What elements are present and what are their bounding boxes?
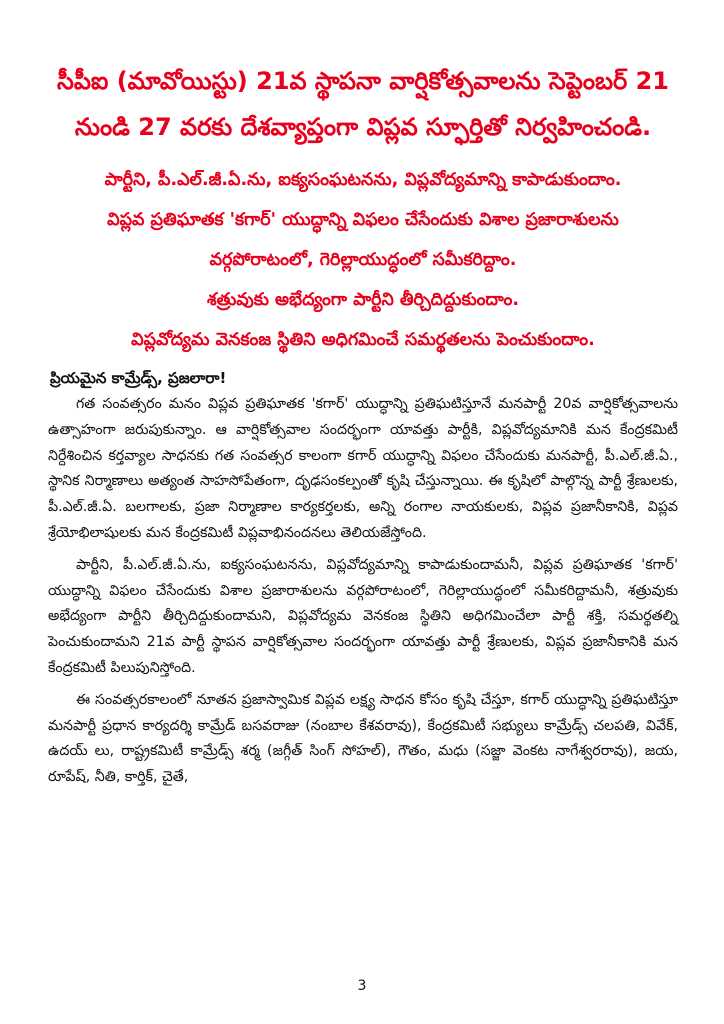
body-paragraph: ఈ సంవత్సరకాలంలో నూతన ప్రజాస్వామిక విప్లవ లక్ష్య సాధన కోసం కృషి చేస్తూ, కగార్ యుద్ధాన్ని ప్రతిఘటిస్తూ మనపార్టీ ప్రధాన కార్యదర్శి కామ్రేడ్ బసవరాజు (నంబాల కేశవరావు), కేంద్రకమిటీ సభ్యులు కామ్రేడ్స్ చలపతి, వివేక్, ఉదయ్ లు, రాష్ట్రకమిటీ కామ్రేడ్స్ శర్మ (జగ్గీత్ సింగ్ సోహల్), గౌతం, మధు (సజ్జా వెంకట నాగేశ్వరరావు), జయ, రూపేష్, నీతి, కార్తిక్, చైతే, [48, 691, 678, 786]
slogan: విప్లవోద్యమ వెనకంజ స్థితిని అధిగమించే సమర్థతలను పెంచుకుందాం. [131, 330, 595, 350]
page-number: 3 [357, 978, 367, 994]
body-paragraph: గత సంవత్సరం మనం విప్లవ ప్రతిఘాతక 'కగార్' యుద్ధాన్ని ప్రతిఘటిస్తూనే మనపార్టీ 20వ వార్షికోత్సవాలను ఉత్సాహంగా జరుపుకున్నాం. ఆ వార్షికోత్సవాల సందర్భంగా యావత్తు పార్టీకి, విప్లవోద్యమానికి మన కేంద్రకమిటీ నిర్దేశించిన కర్తవ్యాల సాధనకు గత సంవత్సర కాలంగా కగార్ యుద్ధాన్ని విఫలం చేసేందుకు మనపార్టీ, పీ.ఎల్.జీ.ఏ., స్థానిక నిర్మాణాలు అత్యంత సాహసోపేతంగా, దృఢసంకల్పంతో కృషి చేస్తున్నాయి. ఈ కృషిలో పాల్గొన్న పార్టీ శ్రేణులకు, పీ.ఎల్.జీ.ఏ. బలగాలకు, ప్రజా నిర్మాణాల కార్యకర్తలకు, అన్ని రంగాల నాయకులకు, విప్లవ ప్రజానీకానికి, విప్లవ శ్రేయోభిలాషులకు మన కేంద్రకమిటీ విప్లవాభినందనలు తెలియజేస్తోంది. [48, 396, 678, 541]
slogan: వర్గపోరాటంలో, గెరిల్లాయుద్ధంలో సమీకరిద్దాం. [209, 250, 517, 270]
salutation: ప్రియమైన కామ్రేడ్స్, ప్రజలారా! [50, 369, 227, 387]
slogan: విప్లవ ప్రతిఘాతక 'కగార్' యుద్ధాన్ని విఫలం చేసేందుకు విశాల ప్రజారాశులను [107, 210, 619, 230]
body-paragraph: పార్టీని, పీ.ఎల్.జీ.ఏ.ను, ఐక్యసంఘటనను, విప్లవోద్యమాన్ని కాపాడుకుందామనీ, విప్లవ ప్రతిఘాతక 'కగార్' యుద్ధాన్ని విఫలం చేసేందుకు విశాల ప్రజారాశులను వర్గపోరాటంలో, గెరిల్లాయుద్ధంలో సమీకరిద్దామనీ, శత్రువుకు అభేద్యంగా పార్టీని తీర్చిదిద్దుకుందామని, విప్లవోద్యమ వెనకంజ స్థితిని అధిగమించేలా పార్టీ శక్తి, సమర్థతల్ని పెంచుకుందామని 21వ పార్టీ స్థాపన వార్షికోత్సవాల సందర్భంగా యావత్తు పార్టీ శ్రేణులకు, విప్లవ ప్రజానీకానికి మన కేంద్రకమిటీ పిలుపునిస్తోంది. [48, 556, 678, 676]
slogan: పార్టీని, పీ.ఎల్.జీ.ఏ.ను, ఐక్యసంఘటనను, విప్లవోద్యమాన్ని కాపాడుకుందాం. [104, 170, 622, 190]
slogan-list [48, 160, 678, 360]
slogan: శత్రువుకు అభేద్యంగా పార్టీని తీర్చిదిద్దుకుందాం. [206, 290, 520, 310]
document-title: సీపీఐ (మావోయిస్టు) 21వ స్థాపనా వార్షికోత్సవాలను సెప్టెంబర్ 21 నుండి 27 వరకు దేశవ్యాప్తంగా విప్లవ స్ఫూర్తితో నిర్వహించండి. [57, 67, 669, 141]
